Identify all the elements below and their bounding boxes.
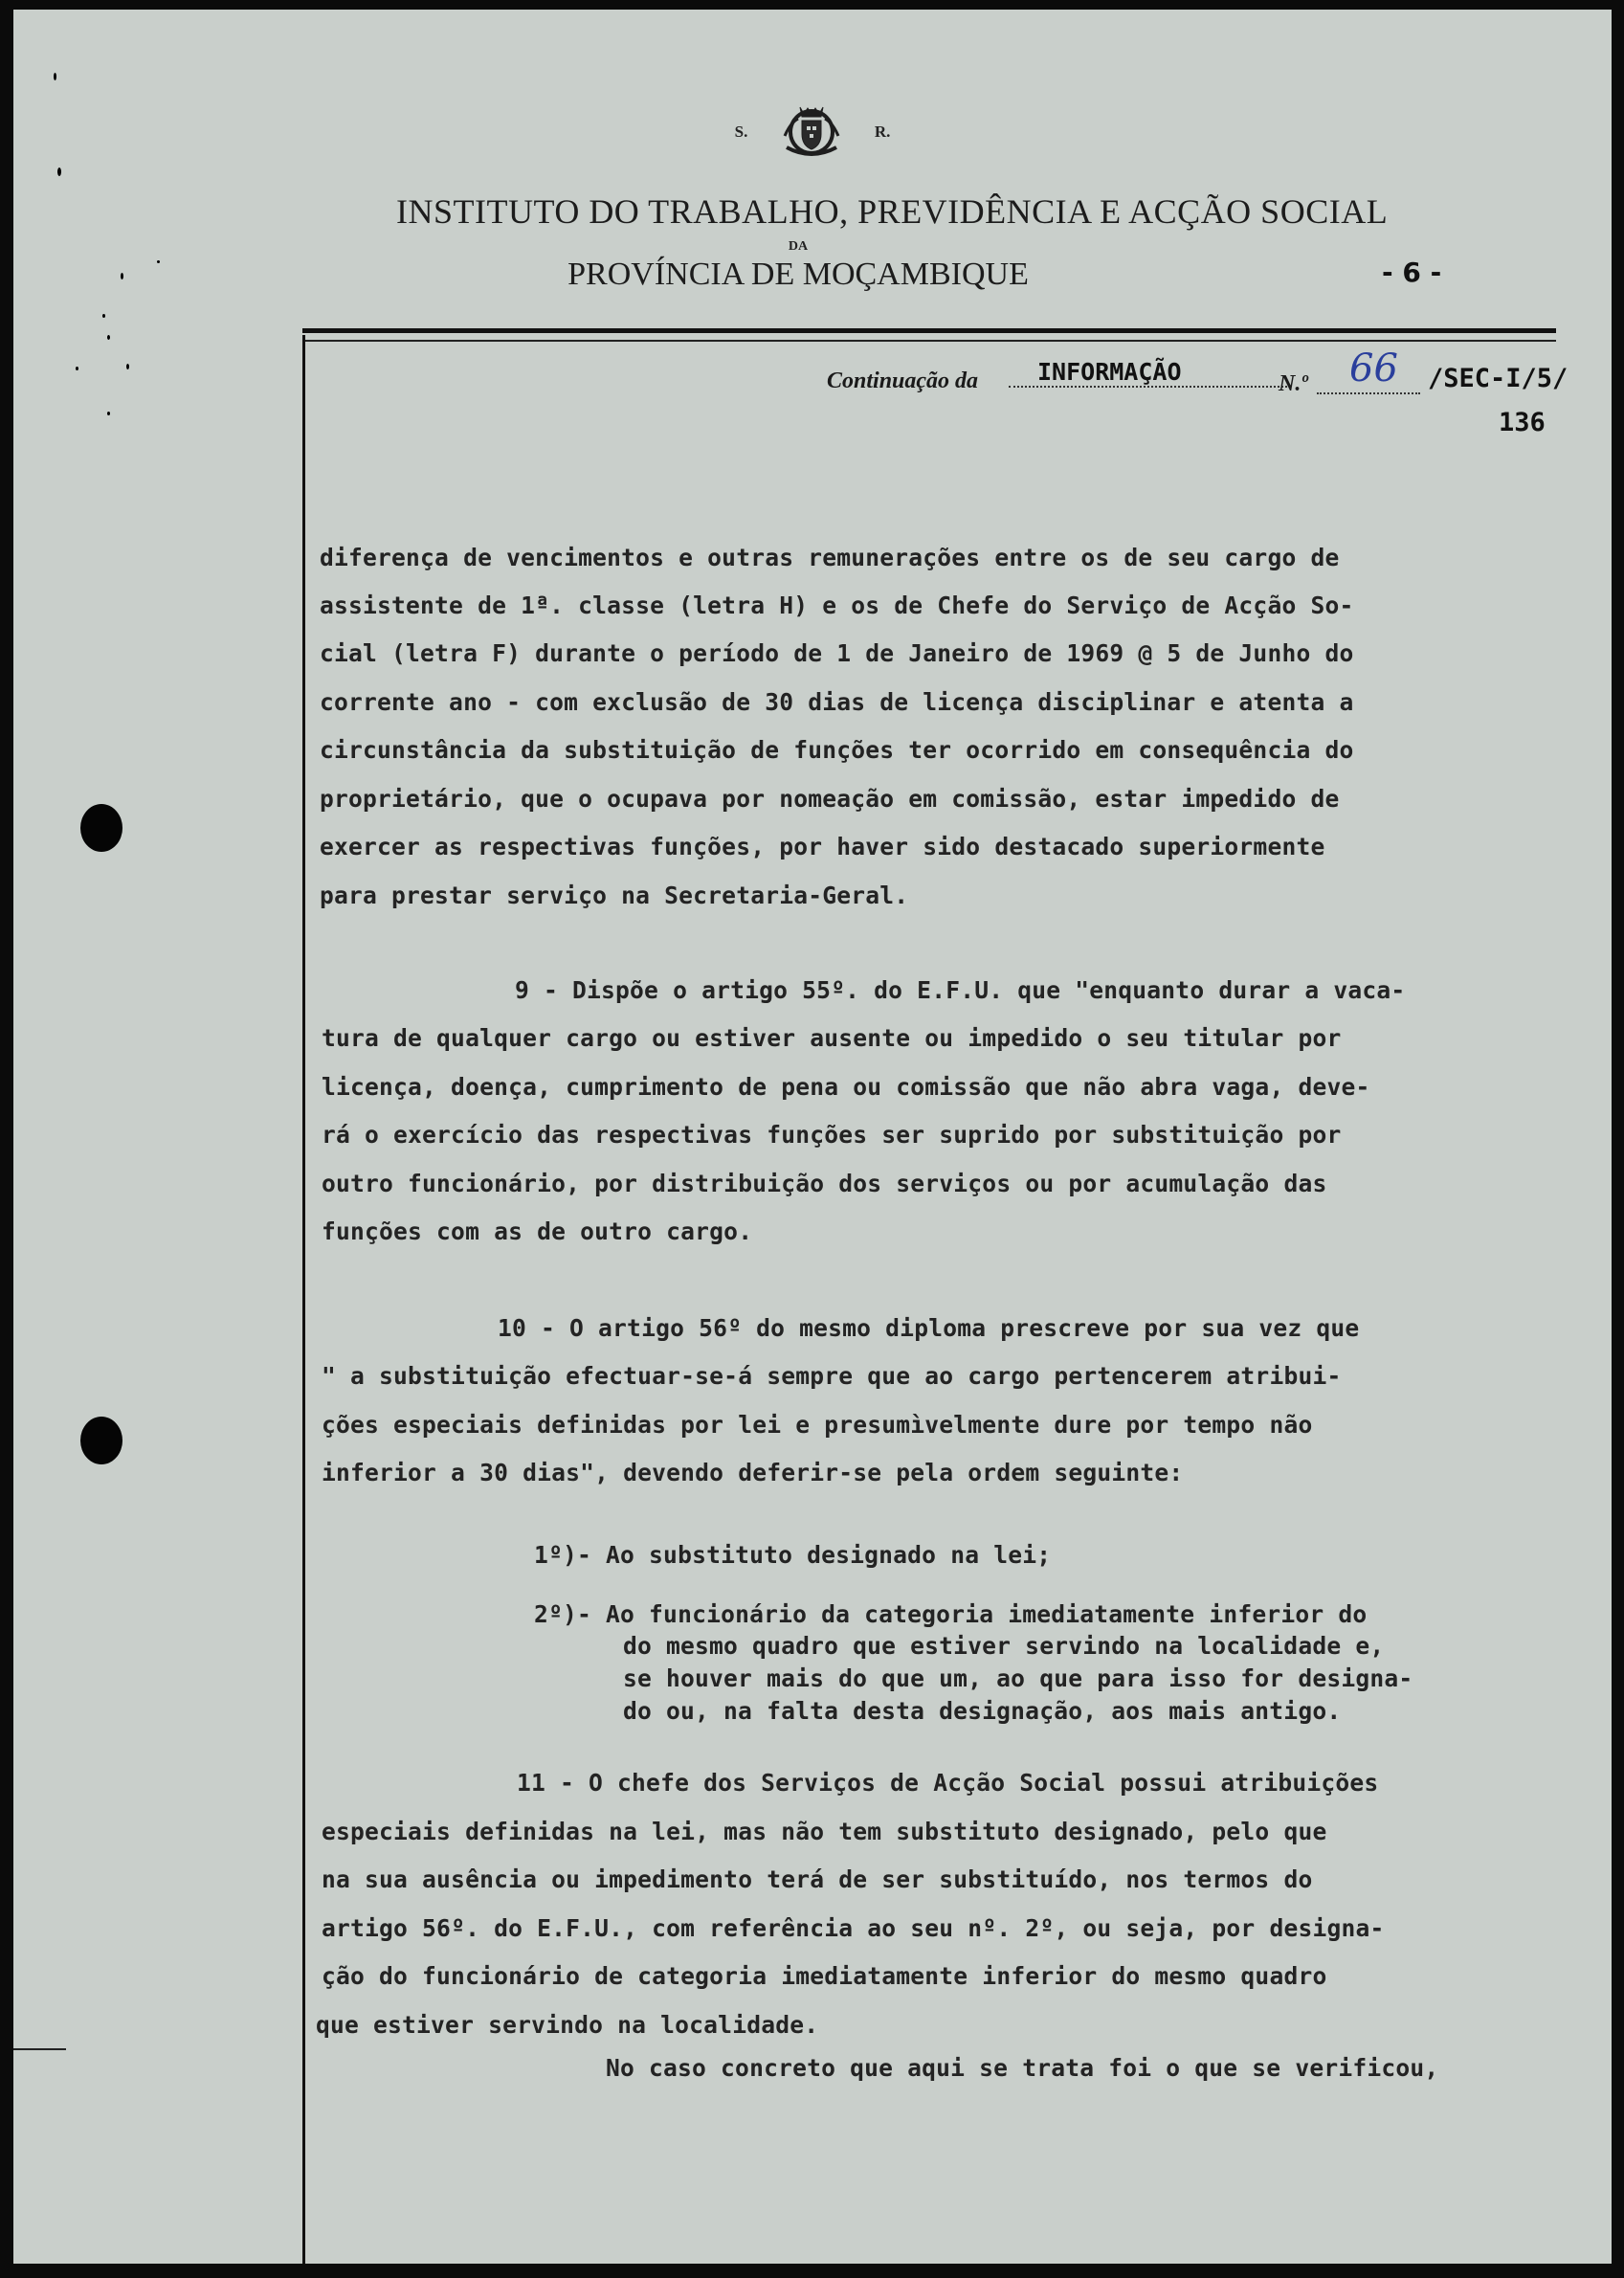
body-line: corrente ano - com exclusão de 30 dias de licença disciplinar e atenta a <box>320 688 1354 716</box>
list-item-2: 2º)- Ao funcionário da categoria imediatamente inferior do <box>534 1600 1368 1628</box>
body-line: cial (letra F) durante o período de 1 de Janeiro de 1969 @ 5 de Junho do <box>320 639 1354 667</box>
margin-speck <box>57 168 61 176</box>
handwritten-number: 66 <box>1349 346 1398 391</box>
punch-hole-lower <box>80 1417 122 1464</box>
body-line: ções especiais definidas por lei e presumìvelmente dure por tempo não <box>322 1411 1313 1439</box>
page-number: - 6 - <box>1382 257 1442 288</box>
paragraph-10-first-line: 10 - O artigo 56º do mesmo diploma prescreve por sua vez que <box>498 1314 1360 1342</box>
body-line: inferior a 30 dias", devendo deferir-se pela ordem seguinte: <box>322 1459 1184 1486</box>
header-rule <box>302 328 1556 333</box>
body-line: especiais definidas na lei, mas não tem substituto designado, pelo que <box>322 1818 1327 1845</box>
letterhead-left-mark: S. <box>734 123 748 141</box>
province-name: PROVÍNCIA DE MOÇAMBIQUE <box>567 257 1029 292</box>
number-dotted-line <box>1317 392 1420 394</box>
body-line: exercer as respectivas funções, por haver sido destacado superiormente <box>320 833 1325 860</box>
body-line: funções com as de outro cargo. <box>322 1217 753 1245</box>
punch-hole-upper <box>80 804 122 852</box>
body-line: licença, doença, cumprimento de pena ou comissão que não abra vaga, deve- <box>322 1073 1370 1101</box>
document-type: INFORMAÇÃO <box>1009 358 1291 388</box>
body-line: artigo 56º. do E.F.U., com referência ao seu nº. 2º, ou seja, por designa- <box>322 1914 1385 1942</box>
body-line: diferença de vencimentos e outras remunerações entre os de seu cargo de <box>320 544 1340 571</box>
institution-name: INSTITUTO DO TRABALHO, PREVIDÊNCIA E ACÇÃO SOCIAL <box>396 192 1389 231</box>
continuation-label: Continuação da <box>827 368 979 393</box>
reference-code: /SEC-I/5/ <box>1428 364 1568 393</box>
body-line: tura de qualquer cargo ou estiver ausente ou impedido o seu titular por <box>322 1024 1342 1052</box>
body-line: circunstância da substituição de funções ter ocorrido em consequência do <box>320 736 1354 764</box>
list-item-2-continuation: se houver mais do que um, ao que para isso for designa- <box>623 1664 1413 1692</box>
margin-speck <box>157 260 160 263</box>
coat-of-arms-icon <box>777 98 846 167</box>
body-line: outro funcionário, por distribuição dos serviços ou por acumulação das <box>322 1170 1327 1197</box>
margin-speck <box>54 73 56 80</box>
list-item-2-continuation: do ou, na falta desta designação, aos mais antigo. <box>623 1697 1342 1725</box>
header-rule-thin <box>302 340 1556 342</box>
body-line: para prestar serviço na Secretaria-Geral. <box>320 882 909 909</box>
margin-speck <box>76 367 78 370</box>
body-line: assistente de 1ª. classe (letra H) e os de Chefe do Serviço de Acção So- <box>320 592 1354 619</box>
body-line: proprietário, que o ocupava por nomeação em comissão, estar impedido de <box>320 785 1340 813</box>
margin-speck <box>102 314 105 318</box>
margin-tick <box>13 2048 66 2050</box>
list-item-1: 1º)- Ao substituto designado na lei; <box>534 1541 1052 1569</box>
body-line: ção do funcionário de categoria imediatamente inferior do mesmo quadro <box>322 1962 1327 1990</box>
letterhead-crest-row <box>13 98 1612 167</box>
letterhead-right-mark: R. <box>874 123 891 141</box>
body-line: " a substituição efectuar-se-á sempre que ao cargo pertencerem atribui- <box>322 1362 1342 1390</box>
body-line: na sua ausência ou impedimento terá de ser substituído, nos termos do <box>322 1865 1313 1893</box>
body-line: rá o exercício das respectivas funções ser suprido por substituição por <box>322 1121 1342 1149</box>
number-label: N.º <box>1279 371 1308 396</box>
margin-speck <box>126 364 129 369</box>
paragraph-11-first-line: 11 - O chefe dos Serviços de Acção Social possui atribuições <box>517 1769 1379 1797</box>
list-item-2-continuation: do mesmo quadro que estiver servindo na localidade e, <box>623 1632 1385 1660</box>
closing-line: No caso concreto que aqui se trata foi o que se verificou, <box>606 2054 1439 2082</box>
paragraph-9-first-line: 9 - Dispõe o artigo 55º. do E.F.U. que "enquanto durar a vaca- <box>515 976 1406 1004</box>
document-page <box>13 10 1612 2264</box>
margin-speck <box>121 273 123 279</box>
body-line: que estiver servindo na localidade. <box>316 2011 819 2039</box>
margin-speck <box>107 335 110 340</box>
reference-code-continuation: 136 <box>1499 408 1546 437</box>
margin-speck <box>107 412 110 415</box>
left-margin-rule <box>302 335 305 2264</box>
letterhead-connector: DA <box>788 239 809 254</box>
